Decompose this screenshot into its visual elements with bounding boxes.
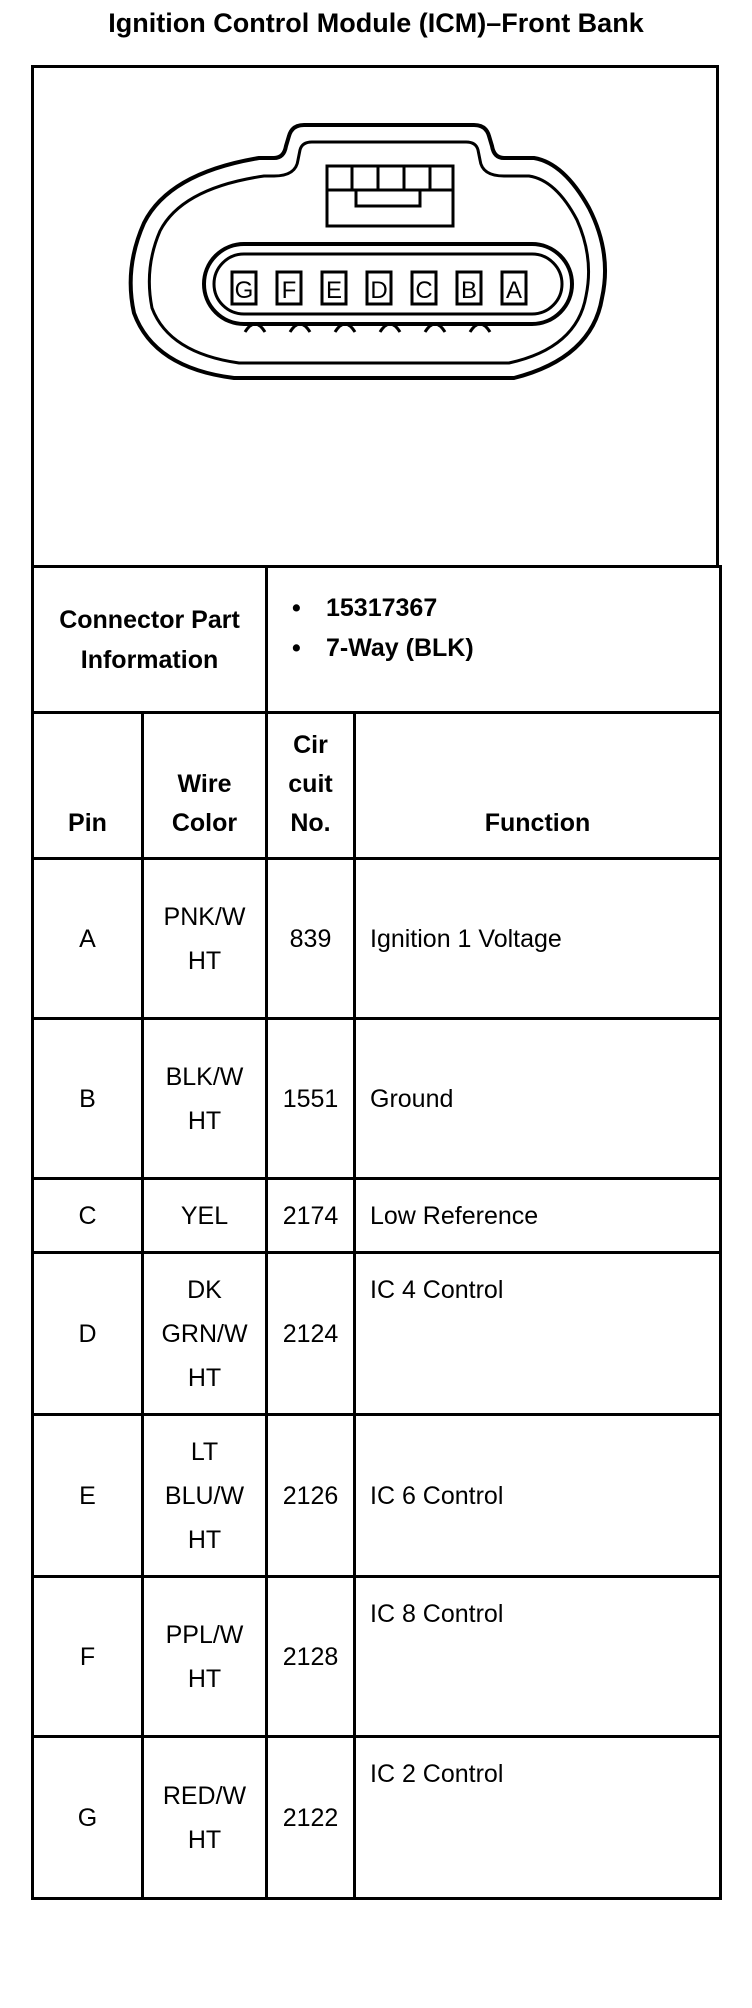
table-row xyxy=(33,1179,721,1253)
pin-cell: E xyxy=(33,1415,143,1577)
circuit-cell: 2122 xyxy=(267,1737,355,1899)
circuit-cell: 1551 xyxy=(267,1019,355,1179)
header-function: Function xyxy=(355,713,721,859)
table-row xyxy=(33,1019,721,1179)
pin-label-d: D xyxy=(370,277,388,304)
pin-label-g: G xyxy=(234,277,254,304)
table-row xyxy=(33,1737,721,1899)
pin-cell: F xyxy=(33,1577,143,1737)
pin-cell: B xyxy=(33,1019,143,1179)
pin-cell: A xyxy=(33,859,143,1019)
wire-color-cell: YEL xyxy=(143,1179,267,1253)
circuit-cell: 2124 xyxy=(267,1253,355,1415)
wire-color-cell: BLK/W HT xyxy=(143,1019,267,1179)
pinout-table xyxy=(31,565,722,1900)
circuit-cell: 2174 xyxy=(267,1179,355,1253)
pin-cavities xyxy=(232,272,526,304)
wire-color-cell: PPL/W HT xyxy=(143,1577,267,1737)
table-header-row xyxy=(33,713,721,859)
header-circuit-no: Cir cuit No. xyxy=(267,713,355,859)
pin-cell: C xyxy=(33,1179,143,1253)
wire-color-cell: DK GRN/W HT xyxy=(143,1253,267,1415)
function-cell: Low Reference xyxy=(355,1179,721,1253)
pin-cell: G xyxy=(33,1737,143,1899)
table-row xyxy=(33,1577,721,1737)
pin-label-f: F xyxy=(281,277,297,304)
connector-face-drawing xyxy=(34,68,722,568)
pin-label-c: C xyxy=(415,277,433,304)
pin-label-a: A xyxy=(505,277,523,304)
connector-diagram xyxy=(31,65,719,565)
circuit-cell: 2128 xyxy=(267,1577,355,1737)
page-title: Ignition Control Module (ICM)–Front Bank xyxy=(108,8,644,38)
part-number: • 15317367 xyxy=(292,588,719,628)
function-cell: IC 6 Control xyxy=(355,1415,721,1577)
table-row xyxy=(33,859,721,1019)
part-description: • 7-Way (BLK) xyxy=(292,628,719,668)
pin-label-e: E xyxy=(325,277,343,304)
function-cell: IC 4 Control xyxy=(355,1253,721,1415)
pin-label-b: B xyxy=(460,277,478,304)
part-info-list xyxy=(267,567,721,713)
function-cell: IC 2 Control xyxy=(355,1737,721,1899)
wire-color-cell: LT BLU/W HT xyxy=(143,1415,267,1577)
part-info-row xyxy=(33,567,721,713)
wire-color-cell: RED/W HT xyxy=(143,1737,267,1899)
table-row xyxy=(33,1415,721,1577)
circuit-cell: 839 xyxy=(267,859,355,1019)
function-cell: Ignition 1 Voltage xyxy=(355,859,721,1019)
wire-color-cell: PNK/W HT xyxy=(143,859,267,1019)
function-cell: IC 8 Control xyxy=(355,1577,721,1737)
housing-outline xyxy=(131,125,605,378)
pin-cell: D xyxy=(33,1253,143,1415)
header-pin: Pin xyxy=(33,713,143,859)
table-row xyxy=(33,1253,721,1415)
function-cell: Ground xyxy=(355,1019,721,1179)
part-info-label: Connector Part Information xyxy=(33,567,267,713)
circuit-cell: 2126 xyxy=(267,1415,355,1577)
header-wire-color: Wire Color xyxy=(143,713,267,859)
